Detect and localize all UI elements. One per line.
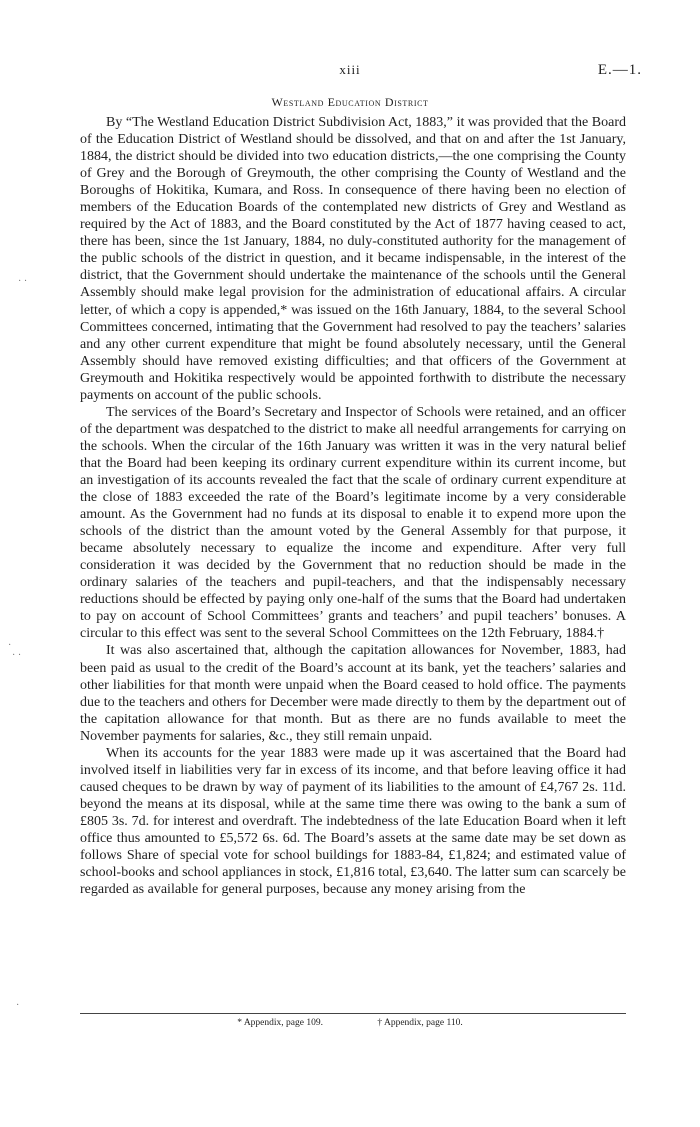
section-heading: Westland Education District — [271, 95, 429, 109]
paragraph-4: When its accounts for the year 1883 were made up it was ascertained that the Board had involved itself in liabilities very far in excess of its income, and that before leaving office it had caused cheques to be drawn by way of payment of its liabilities to the amount of £4,767 2s. 11d. beyond the means at its disposal, while at the same time there was owing to the bank a sum of £805 3s. 7d. for interest and overdraft. The indebtedness of the late Education Board when it left office thus amounted to £5,572 6s. 6d. The Board’s assets at the same date may be set down as follows Share of special vote for school buildings for 1883-84, £1,824; and estimated value of school-books and school appliances in stock, £1,816 total, £3,640. The latter sum can scarcely be regarded as available for general purposes, because any money arising from the — [80, 745, 626, 898]
margin-speck: · — [16, 1000, 20, 1011]
paragraph-3: It was also ascertained that, although the capitation allowances for November, 1883, had been paid as usual to the credit of the Board’s account at its bank, yet the teachers’ salaries and other liabilities for that month were unpaid when the Board ceased to hold office. The payments due to the teachers and others for December were made directly to them by the department out of the capitation allowance for that month. But as there are no funds available to meet the November payments for salaries, &c., they still remain unpaid. — [80, 643, 626, 744]
paragraph-1: By “The Westland Education District Subdivision Act, 1883,” it was provided that the Board of the Education District of Westland should be dissolved, and that on and after the 1st January, 1884, the district should be divided into two education districts,—the one comprising the County of Grey and the Borough of Greymouth, the other comprising the County of Westland and the Boroughs of Hokitika, Kumara, and Ross. In consequence of there having been no election of members of the Education Boards of the contemplated new districts of Grey and Westland as required by the Act of 1883, and the Board constituted by the Act of 1877 having ceased to act, there has been, since the 1st January, 1884, no duly-constituted authority for the management of the public schools of the district in question, and it became indispensable, in the interest of the district, that the Government should undertake the maintenance of the schools until the General Assembly should make legal provision for the administration of educational affairs. A circular letter, of which a copy is appended,* was issued on the 16th January, 1884, to the several School Committees concerned, intimating that the Government had resolved to pay the teachers’ salaries and any other current expenditure that might be found absolutely necessary, until the General Assembly should have removed existing difficulties; and that officers of the Government at Greymouth and Hokitika respectively would be appointed forthwith to distribute the necessary payments on account of the public schools. — [80, 115, 626, 403]
margin-speck: · — [8, 640, 12, 651]
margin-speck: · · — [12, 650, 22, 661]
body-text — [80, 114, 626, 898]
footnote-divider — [80, 1013, 626, 1014]
footnote-2: † Appendix, page 110. — [377, 1018, 463, 1028]
footnote-1: * Appendix, page 109. — [237, 1018, 323, 1028]
page-number: xiii — [339, 62, 361, 77]
margin-speck: · · — [18, 276, 28, 287]
paragraph-2: The services of the Board’s Secretary and Inspector of Schools were retained, and an officer of the department was despatched to the district to make all needful arrangements for carrying on the schools. When the circular of the 16th January was written it was in the very natural belief that the Board had been keeping its ordinary current expenditure within its current income, but an investigation of its accounts revealed the fact that the scale of ordinary current expenditure at the close of 1883 exceeded the rate of the Board’s legitimate income by a very considerable amount. As the Government had no funds at its disposal to enable it to expend more upon the schools of the district than the amount voted by the General Assembly for that purpose, it became absolutely necessary to equalize the income and expenditure. After very full consideration it was decided by the Government that no reduction should be made in the ordinary salaries of the teachers and pupil-teachers, and that the indispensably necessary reductions should be effected by paying only one-half of the sums that the Board had undertaken to pay on account of School Committees’ grants and teachers’ and pupil teachers’ bonuses. A circular to this effect was sent to the several School Committees on the 12th February, 1884.† — [80, 404, 626, 642]
page-reference: E.—1. — [597, 62, 642, 78]
footnotes — [0, 1018, 700, 1028]
